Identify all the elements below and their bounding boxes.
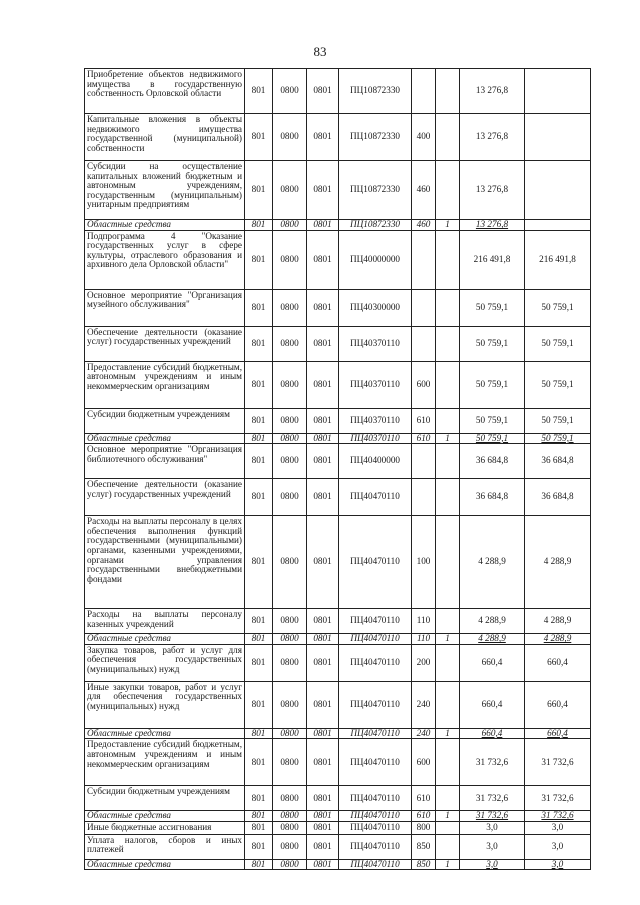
cell-admin-code: 801	[245, 609, 273, 634]
table-row	[85, 114, 591, 161]
cell-subsection-code: 0801	[307, 444, 339, 479]
cell-name: Областные средства	[85, 728, 245, 739]
cell-target-article: ПЦ40370110	[339, 361, 412, 408]
cell-amount-year2	[525, 69, 591, 114]
cell-target-article: ПЦ10872330	[339, 220, 412, 231]
cell-expense-type: 850	[412, 859, 436, 870]
cell-amount-year2: 36 684,8	[525, 479, 591, 516]
cell-amount-year2: 3,0	[525, 859, 591, 870]
cell-amount-year2: 4 288,9	[525, 516, 591, 609]
cell-funding-source	[436, 114, 460, 161]
table-row-regional-funds	[85, 433, 591, 444]
cell-amount-year1: 4 288,9	[460, 516, 525, 609]
cell-expense-type: 100	[412, 516, 436, 609]
cell-subsection-code: 0801	[307, 728, 339, 739]
cell-funding-source: 1	[436, 811, 460, 822]
cell-amount-year2: 50 759,1	[525, 326, 591, 361]
cell-amount-year1: 36 684,8	[460, 444, 525, 479]
cell-target-article: ПЦ40470110	[339, 609, 412, 634]
cell-target-article: ПЦ40470110	[339, 681, 412, 728]
cell-admin-code: 801	[245, 69, 273, 114]
budget-table	[84, 68, 591, 870]
cell-funding-source	[436, 69, 460, 114]
table-row-regional-funds	[85, 220, 591, 231]
cell-target-article: ПЦ10872330	[339, 69, 412, 114]
cell-admin-code: 801	[245, 161, 273, 220]
cell-name: Областные средства	[85, 859, 245, 870]
cell-name: Основное мероприятие "Организация музейного обслуживания"	[85, 289, 245, 326]
cell-target-article: ПЦ40470110	[339, 516, 412, 609]
cell-target-article: ПЦ40470110	[339, 859, 412, 870]
cell-subsection-code: 0801	[307, 609, 339, 634]
cell-expense-type: 800	[412, 821, 436, 834]
cell-amount-year2: 4 288,9	[525, 634, 591, 645]
cell-section-code: 0800	[273, 834, 307, 859]
cell-amount-year1: 13 276,8	[460, 220, 525, 231]
cell-target-article: ПЦ40470110	[339, 811, 412, 822]
cell-expense-type: 110	[412, 634, 436, 645]
cell-funding-source	[436, 230, 460, 289]
cell-amount-year2: 3,0	[525, 821, 591, 834]
cell-admin-code: 801	[245, 834, 273, 859]
cell-expense-type: 240	[412, 681, 436, 728]
cell-admin-code: 801	[245, 289, 273, 326]
cell-amount-year1: 13 276,8	[460, 69, 525, 114]
cell-section-code: 0800	[273, 609, 307, 634]
cell-amount-year1: 216 491,8	[460, 230, 525, 289]
table-row	[85, 739, 591, 786]
cell-funding-source	[436, 739, 460, 786]
cell-expense-type	[412, 230, 436, 289]
cell-amount-year2: 50 759,1	[525, 361, 591, 408]
cell-funding-source	[436, 834, 460, 859]
cell-name: Иные закупки товаров, работ и услуг для обеспечения государственных (муниципальных) нужд	[85, 681, 245, 728]
cell-amount-year1: 31 732,6	[460, 811, 525, 822]
cell-funding-source	[436, 609, 460, 634]
cell-section-code: 0800	[273, 408, 307, 433]
cell-amount-year2: 50 759,1	[525, 408, 591, 433]
cell-expense-type: 600	[412, 361, 436, 408]
cell-section-code: 0800	[273, 644, 307, 681]
cell-target-article: ПЦ40300000	[339, 289, 412, 326]
cell-funding-source: 1	[436, 634, 460, 645]
cell-name: Областные средства	[85, 634, 245, 645]
cell-name: Предоставление субсидий бюджетным, автономным учреждениям и иным некоммерческим организациям	[85, 739, 245, 786]
cell-name: Субсидии на осуществление капитальных вложений бюджетным и автономным учреждениям, государственным (муниципальным) унитарным предприятиям	[85, 161, 245, 220]
cell-section-code: 0800	[273, 230, 307, 289]
cell-funding-source	[436, 326, 460, 361]
cell-section-code: 0800	[273, 114, 307, 161]
cell-amount-year1: 3,0	[460, 834, 525, 859]
cell-funding-source	[436, 821, 460, 834]
cell-target-article: ПЦ40470110	[339, 739, 412, 786]
cell-section-code: 0800	[273, 433, 307, 444]
cell-target-article: ПЦ40470110	[339, 821, 412, 834]
cell-amount-year1: 50 759,1	[460, 408, 525, 433]
cell-amount-year1: 50 759,1	[460, 433, 525, 444]
cell-section-code: 0800	[273, 821, 307, 834]
cell-expense-type	[412, 479, 436, 516]
cell-expense-type	[412, 326, 436, 361]
cell-section-code: 0800	[273, 479, 307, 516]
cell-amount-year2	[525, 220, 591, 231]
cell-expense-type: 610	[412, 433, 436, 444]
cell-section-code: 0800	[273, 681, 307, 728]
cell-amount-year1: 13 276,8	[460, 114, 525, 161]
table-row-regional-funds	[85, 728, 591, 739]
cell-amount-year2: 660,4	[525, 728, 591, 739]
cell-amount-year1: 13 276,8	[460, 161, 525, 220]
cell-expense-type: 460	[412, 161, 436, 220]
cell-name: Субсидии бюджетным учреждениям	[85, 786, 245, 811]
cell-admin-code: 801	[245, 644, 273, 681]
cell-name: Областные средства	[85, 433, 245, 444]
cell-subsection-code: 0801	[307, 516, 339, 609]
cell-subsection-code: 0801	[307, 644, 339, 681]
table-row	[85, 230, 591, 289]
cell-subsection-code: 0801	[307, 408, 339, 433]
cell-target-article: ПЦ40370110	[339, 433, 412, 444]
cell-amount-year1: 660,4	[460, 728, 525, 739]
cell-funding-source	[436, 361, 460, 408]
cell-section-code: 0800	[273, 289, 307, 326]
cell-admin-code: 801	[245, 408, 273, 433]
cell-subsection-code: 0801	[307, 811, 339, 822]
table-row	[85, 834, 591, 859]
cell-amount-year1: 50 759,1	[460, 361, 525, 408]
cell-admin-code: 801	[245, 681, 273, 728]
cell-admin-code: 801	[245, 859, 273, 870]
cell-expense-type: 610	[412, 811, 436, 822]
cell-subsection-code: 0801	[307, 114, 339, 161]
cell-target-article: ПЦ40370110	[339, 326, 412, 361]
cell-amount-year1: 4 288,9	[460, 634, 525, 645]
cell-expense-type: 400	[412, 114, 436, 161]
cell-amount-year2: 3,0	[525, 834, 591, 859]
table-row	[85, 444, 591, 479]
cell-section-code: 0800	[273, 811, 307, 822]
cell-name: Подпрограмма 4 "Оказание государственных услуг в сфере культуры, отраслевого образования и архивного дела Орловской области"	[85, 230, 245, 289]
cell-amount-year1: 3,0	[460, 821, 525, 834]
cell-expense-type: 110	[412, 609, 436, 634]
cell-section-code: 0800	[273, 326, 307, 361]
table-row	[85, 289, 591, 326]
table-row	[85, 786, 591, 811]
cell-subsection-code: 0801	[307, 361, 339, 408]
cell-amount-year1: 50 759,1	[460, 289, 525, 326]
cell-amount-year1: 660,4	[460, 681, 525, 728]
cell-subsection-code: 0801	[307, 859, 339, 870]
cell-name: Субсидии бюджетным учреждениям	[85, 408, 245, 433]
cell-name: Расходы на выплаты персоналу в целях обеспечения выполнения функций государственными (муниципальными) органами, казенными учреждениями, органами управления государственными внебюджетными фондами	[85, 516, 245, 609]
cell-amount-year2: 50 759,1	[525, 433, 591, 444]
table-row	[85, 681, 591, 728]
cell-amount-year2: 31 732,6	[525, 786, 591, 811]
cell-amount-year2: 36 684,8	[525, 444, 591, 479]
cell-admin-code: 801	[245, 739, 273, 786]
table-row-regional-funds	[85, 634, 591, 645]
table-row	[85, 644, 591, 681]
cell-amount-year1: 3,0	[460, 859, 525, 870]
cell-target-article: ПЦ40470110	[339, 479, 412, 516]
cell-amount-year2: 660,4	[525, 644, 591, 681]
cell-funding-source	[436, 786, 460, 811]
cell-subsection-code: 0801	[307, 634, 339, 645]
cell-target-article: ПЦ10872330	[339, 161, 412, 220]
cell-name: Обеспечение деятельности (оказание услуг) государственных учреждений	[85, 326, 245, 361]
cell-funding-source	[436, 681, 460, 728]
cell-subsection-code: 0801	[307, 289, 339, 326]
cell-section-code: 0800	[273, 69, 307, 114]
cell-expense-type: 460	[412, 220, 436, 231]
cell-target-article: ПЦ10872330	[339, 114, 412, 161]
table-row	[85, 821, 591, 834]
cell-target-article: ПЦ40400000	[339, 444, 412, 479]
cell-admin-code: 801	[245, 516, 273, 609]
cell-target-article: ПЦ40470110	[339, 644, 412, 681]
table-row	[85, 408, 591, 433]
cell-name: Капитальные вложения в объекты недвижимого имущества государственной (муниципальной) собственности	[85, 114, 245, 161]
cell-admin-code: 801	[245, 444, 273, 479]
cell-admin-code: 801	[245, 220, 273, 231]
cell-admin-code: 801	[245, 786, 273, 811]
cell-name: Иные бюджетные ассигнования	[85, 821, 245, 834]
cell-target-article: ПЦ40470110	[339, 834, 412, 859]
cell-admin-code: 801	[245, 728, 273, 739]
cell-subsection-code: 0801	[307, 834, 339, 859]
cell-amount-year1: 31 732,6	[460, 739, 525, 786]
cell-section-code: 0800	[273, 786, 307, 811]
cell-name: Основное мероприятие "Организация библиотечного обслуживания"	[85, 444, 245, 479]
cell-funding-source: 1	[436, 433, 460, 444]
cell-name: Областные средства	[85, 811, 245, 822]
cell-expense-type: 610	[412, 786, 436, 811]
cell-subsection-code: 0801	[307, 739, 339, 786]
cell-amount-year1: 4 288,9	[460, 609, 525, 634]
table-row	[85, 479, 591, 516]
table-row	[85, 161, 591, 220]
cell-admin-code: 801	[245, 821, 273, 834]
cell-amount-year2	[525, 161, 591, 220]
cell-target-article: ПЦ40470110	[339, 634, 412, 645]
cell-expense-type: 600	[412, 739, 436, 786]
cell-subsection-code: 0801	[307, 681, 339, 728]
cell-section-code: 0800	[273, 859, 307, 870]
cell-section-code: 0800	[273, 444, 307, 479]
cell-funding-source: 1	[436, 859, 460, 870]
cell-funding-source	[436, 516, 460, 609]
cell-subsection-code: 0801	[307, 821, 339, 834]
cell-name: Уплата налогов, сборов и иных платежей	[85, 834, 245, 859]
cell-name: Областные средства	[85, 220, 245, 231]
cell-amount-year2: 660,4	[525, 681, 591, 728]
cell-subsection-code: 0801	[307, 69, 339, 114]
table-row	[85, 361, 591, 408]
cell-amount-year1: 31 732,6	[460, 786, 525, 811]
cell-section-code: 0800	[273, 634, 307, 645]
cell-expense-type	[412, 444, 436, 479]
table-row	[85, 69, 591, 114]
cell-expense-type: 850	[412, 834, 436, 859]
cell-name: Обеспечение деятельности (оказание услуг) государственных учреждений	[85, 479, 245, 516]
cell-amount-year2: 4 288,9	[525, 609, 591, 634]
cell-admin-code: 801	[245, 114, 273, 161]
table-row	[85, 609, 591, 634]
cell-subsection-code: 0801	[307, 220, 339, 231]
cell-amount-year1: 50 759,1	[460, 326, 525, 361]
cell-target-article: ПЦ40470110	[339, 728, 412, 739]
cell-section-code: 0800	[273, 739, 307, 786]
cell-section-code: 0800	[273, 728, 307, 739]
cell-expense-type	[412, 69, 436, 114]
cell-name: Приобретение объектов недвижимого имущества в государственную собственность Орловской области	[85, 69, 245, 114]
cell-target-article: ПЦ40470110	[339, 786, 412, 811]
cell-subsection-code: 0801	[307, 786, 339, 811]
cell-funding-source	[436, 289, 460, 326]
cell-subsection-code: 0801	[307, 326, 339, 361]
cell-name: Предоставление субсидий бюджетным, автономным учреждениям и иным некоммерческим организациям	[85, 361, 245, 408]
cell-funding-source: 1	[436, 220, 460, 231]
cell-subsection-code: 0801	[307, 479, 339, 516]
cell-funding-source: 1	[436, 728, 460, 739]
cell-name: Закупка товаров, работ и услуг для обеспечения государственных (муниципальных) нужд	[85, 644, 245, 681]
cell-subsection-code: 0801	[307, 230, 339, 289]
cell-admin-code: 801	[245, 811, 273, 822]
cell-funding-source	[436, 408, 460, 433]
cell-amount-year2: 216 491,8	[525, 230, 591, 289]
cell-amount-year2	[525, 114, 591, 161]
cell-admin-code: 801	[245, 634, 273, 645]
cell-amount-year1: 36 684,8	[460, 479, 525, 516]
cell-name: Расходы на выплаты персоналу казенных учреждений	[85, 609, 245, 634]
table-row-regional-funds	[85, 859, 591, 870]
cell-subsection-code: 0801	[307, 433, 339, 444]
table-row	[85, 326, 591, 361]
table-body	[85, 69, 591, 870]
cell-expense-type	[412, 289, 436, 326]
cell-admin-code: 801	[245, 433, 273, 444]
cell-admin-code: 801	[245, 479, 273, 516]
cell-expense-type: 200	[412, 644, 436, 681]
cell-amount-year2: 50 759,1	[525, 289, 591, 326]
cell-funding-source	[436, 644, 460, 681]
cell-admin-code: 801	[245, 230, 273, 289]
cell-funding-source	[436, 479, 460, 516]
cell-subsection-code: 0801	[307, 161, 339, 220]
cell-admin-code: 801	[245, 361, 273, 408]
cell-section-code: 0800	[273, 161, 307, 220]
cell-expense-type: 240	[412, 728, 436, 739]
table-row	[85, 516, 591, 609]
cell-section-code: 0800	[273, 220, 307, 231]
cell-target-article: ПЦ40370110	[339, 408, 412, 433]
cell-amount-year1: 660,4	[460, 644, 525, 681]
cell-amount-year2: 31 732,6	[525, 811, 591, 822]
cell-funding-source	[436, 161, 460, 220]
cell-section-code: 0800	[273, 516, 307, 609]
cell-section-code: 0800	[273, 361, 307, 408]
cell-target-article: ПЦ40000000	[339, 230, 412, 289]
page-number: 83	[313, 44, 327, 59]
cell-expense-type: 610	[412, 408, 436, 433]
cell-amount-year2: 31 732,6	[525, 739, 591, 786]
table-row-regional-funds	[85, 811, 591, 822]
cell-admin-code: 801	[245, 326, 273, 361]
cell-funding-source	[436, 444, 460, 479]
